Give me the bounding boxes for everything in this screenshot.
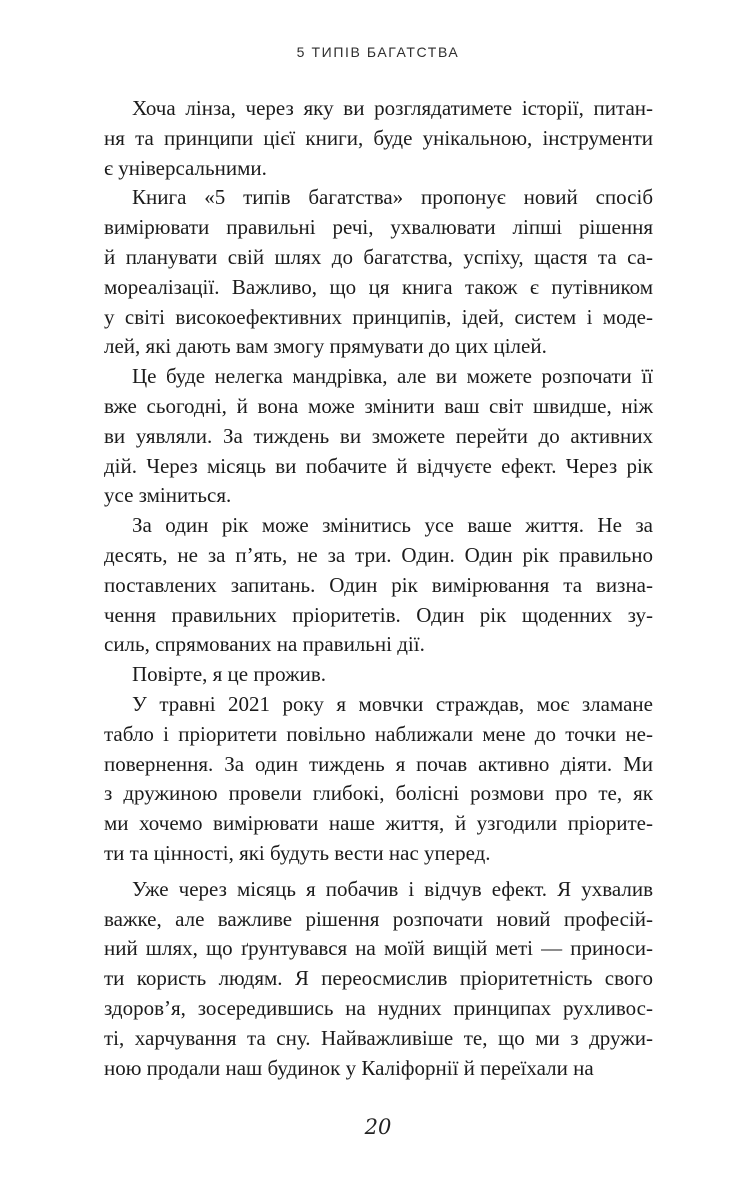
paragraph (104, 690, 653, 869)
text-line: ня та принципи цієї книги, буде унікальною, інструменти (104, 125, 653, 150)
text-line: ви уявляли. За тиждень ви зможете перейти до активних (104, 423, 653, 448)
text-line: важке, але важливе рішення розпочати новий професій- (104, 906, 653, 931)
text-line: вимірювати правильні речі, ухвалювати ліпші рішення (104, 215, 653, 240)
text-line: ми хочемо вимірювати наше життя, й узгодили пріорите- (104, 811, 653, 836)
text-line: ти та цінності, які будуть вести нас уперед. (104, 840, 491, 865)
text-line: ті, харчування та сну. Найважливіше те, що ми з дружи- (104, 1025, 653, 1050)
running-header: 5 ТИПІВ БАГАТСТВА (296, 44, 460, 60)
text-line: Уже через місяць я побачив і відчув ефект. Я ухвалив (132, 876, 653, 901)
text-line: десять, не за п’ять, не за три. Один. Один рік правильно (104, 542, 653, 567)
page-body (104, 94, 653, 1083)
paragraph (104, 183, 653, 362)
text-line: За один рік може змінитись усе ваше життя. Не за (132, 513, 653, 538)
text-line: Це буде нелегка мандрівка, але ви можете розпочати її (132, 364, 653, 389)
paragraph (104, 660, 653, 690)
paragraph (104, 875, 653, 1084)
text-line: здоров’я, зосередившись на нудних принципах рухливос- (104, 995, 653, 1020)
text-line: Повірте, я це прожив. (132, 662, 326, 687)
text-line: повернення. За один тиждень я почав активно діяти. Ми (104, 751, 653, 776)
text-line: є універсальними. (104, 155, 267, 180)
text-line: поставлених запитань. Один рік вимірювання та визна- (104, 572, 653, 597)
paragraph (104, 511, 653, 660)
text-line: вже сьогодні, й вона може змінити ваш світ швидше, ніж (104, 393, 653, 418)
text-line: Хоча лінза, через яку ви розглядатимете історії, питан- (132, 96, 653, 120)
text-line: силь, спрямованих на правильні дії. (104, 632, 425, 657)
text-line: ти користь людям. Я переосмислив пріоритетність свого (104, 966, 653, 991)
text-line: й планувати свій шлях до багатства, успіху, щастя та са- (104, 244, 653, 269)
text-line: мореалізації. Важливо, що ця книга також є путівником (104, 274, 653, 299)
text-line: лей, які дають вам змогу прямувати до цих цілей. (104, 334, 547, 359)
text-line: У травні 2021 року я мовчки страждав, моє зламане (132, 691, 653, 716)
page-number: 20 (364, 1115, 392, 1139)
text-line: з дружиною провели глибокі, болісні розмови про те, як (104, 781, 653, 806)
paragraph (104, 94, 653, 183)
text-line: чення правильних пріоритетів. Один рік щоденних зу- (104, 602, 653, 627)
text-line: ною продали наш будинок у Каліфорнії й переїхали на (104, 1055, 594, 1080)
text-line: у світі високоефективних принципів, ідей, систем і моде- (104, 304, 653, 329)
text-line: дій. Через місяць ви побачите й відчуєте ефект. Через рік (104, 453, 653, 478)
text-line: ний шлях, що ґрунтувався на моїй вищій меті — приноси- (104, 936, 653, 961)
paragraph (104, 362, 653, 511)
text-line: усе зміниться. (104, 483, 232, 508)
text-line: Книга «5 типів багатства» пропонує новий спосіб (132, 185, 653, 210)
text-line: табло і пріоритети повільно наближали мене до точки не- (104, 721, 653, 746)
